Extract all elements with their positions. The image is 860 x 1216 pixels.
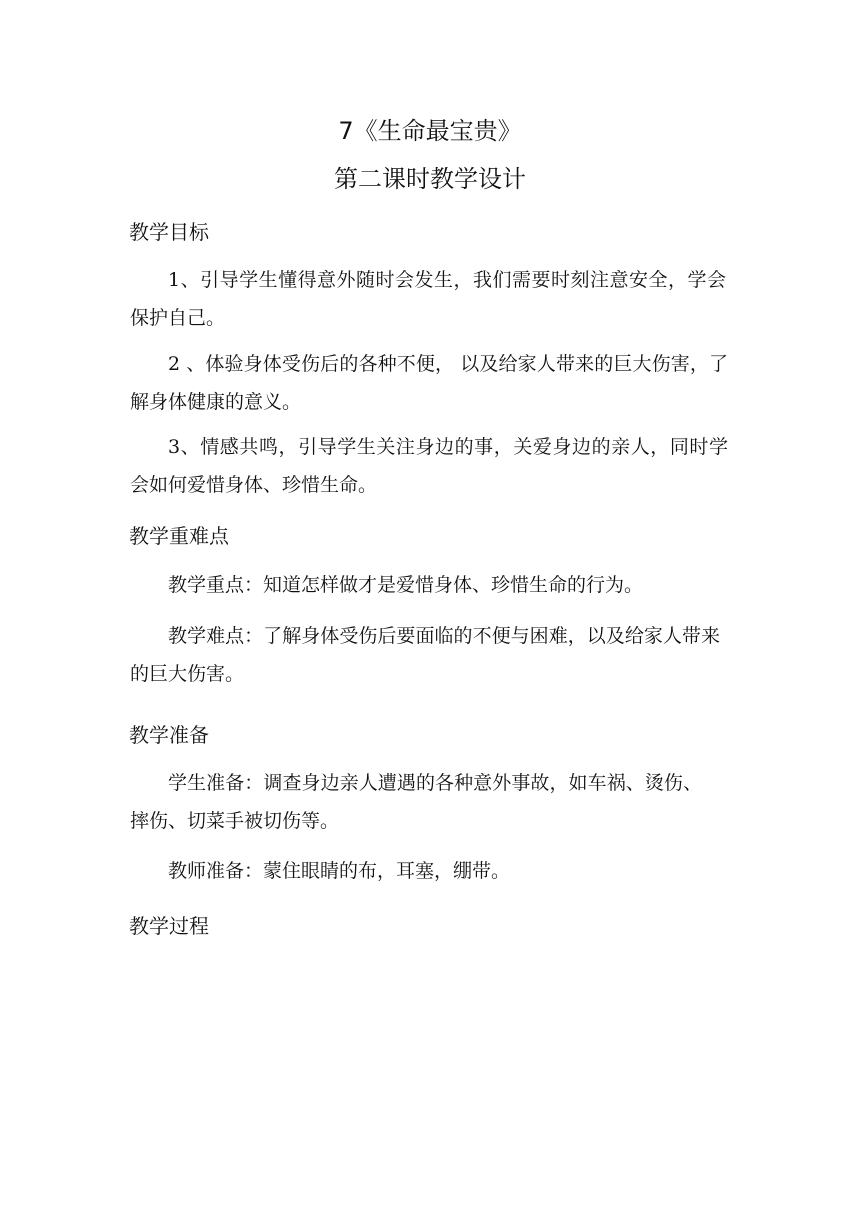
section-heading-preparation: 教学准备	[129, 723, 209, 747]
section-heading-process: 教学过程	[129, 914, 209, 938]
document-subtitle: 第二课时教学设计	[334, 165, 526, 193]
teaching-difficulty: 教学难点：了解身体受伤后要面临的不便与困难，以及给家人带来的巨大伤害。	[130, 625, 720, 685]
goal-item-2: 2 、体验身体受伤后的各种不便， 以及给家人带来的巨大伤害，了解身体健康的意义。	[130, 353, 728, 413]
teacher-preparation: 教师准备：蒙住眼睛的布，耳塞，绷带。	[168, 860, 511, 882]
section-heading-key-points: 教学重难点	[129, 524, 229, 548]
document-title: 7《生命最宝贵》	[338, 117, 522, 145]
student-preparation: 学生准备：调查身边亲人遭遇的各种意外事故，如车祸、烫伤、摔伤、切菜手被切伤等。	[130, 772, 702, 832]
goal-item-1: 1、引导学生懂得意外随时会发生，我们需要时刻注意安全，学会保护自己。	[130, 269, 726, 329]
goal-item-3: 3、情感共鸣，引导学生关注身边的事，关爱身边的亲人，同时学会如何爱惜身体、珍惜生命。	[130, 436, 728, 496]
section-heading-goals: 教学目标	[129, 220, 209, 244]
teaching-focus: 教学重点：知道怎样做才是爱惜身体、珍惜生命的行为。	[168, 574, 644, 596]
